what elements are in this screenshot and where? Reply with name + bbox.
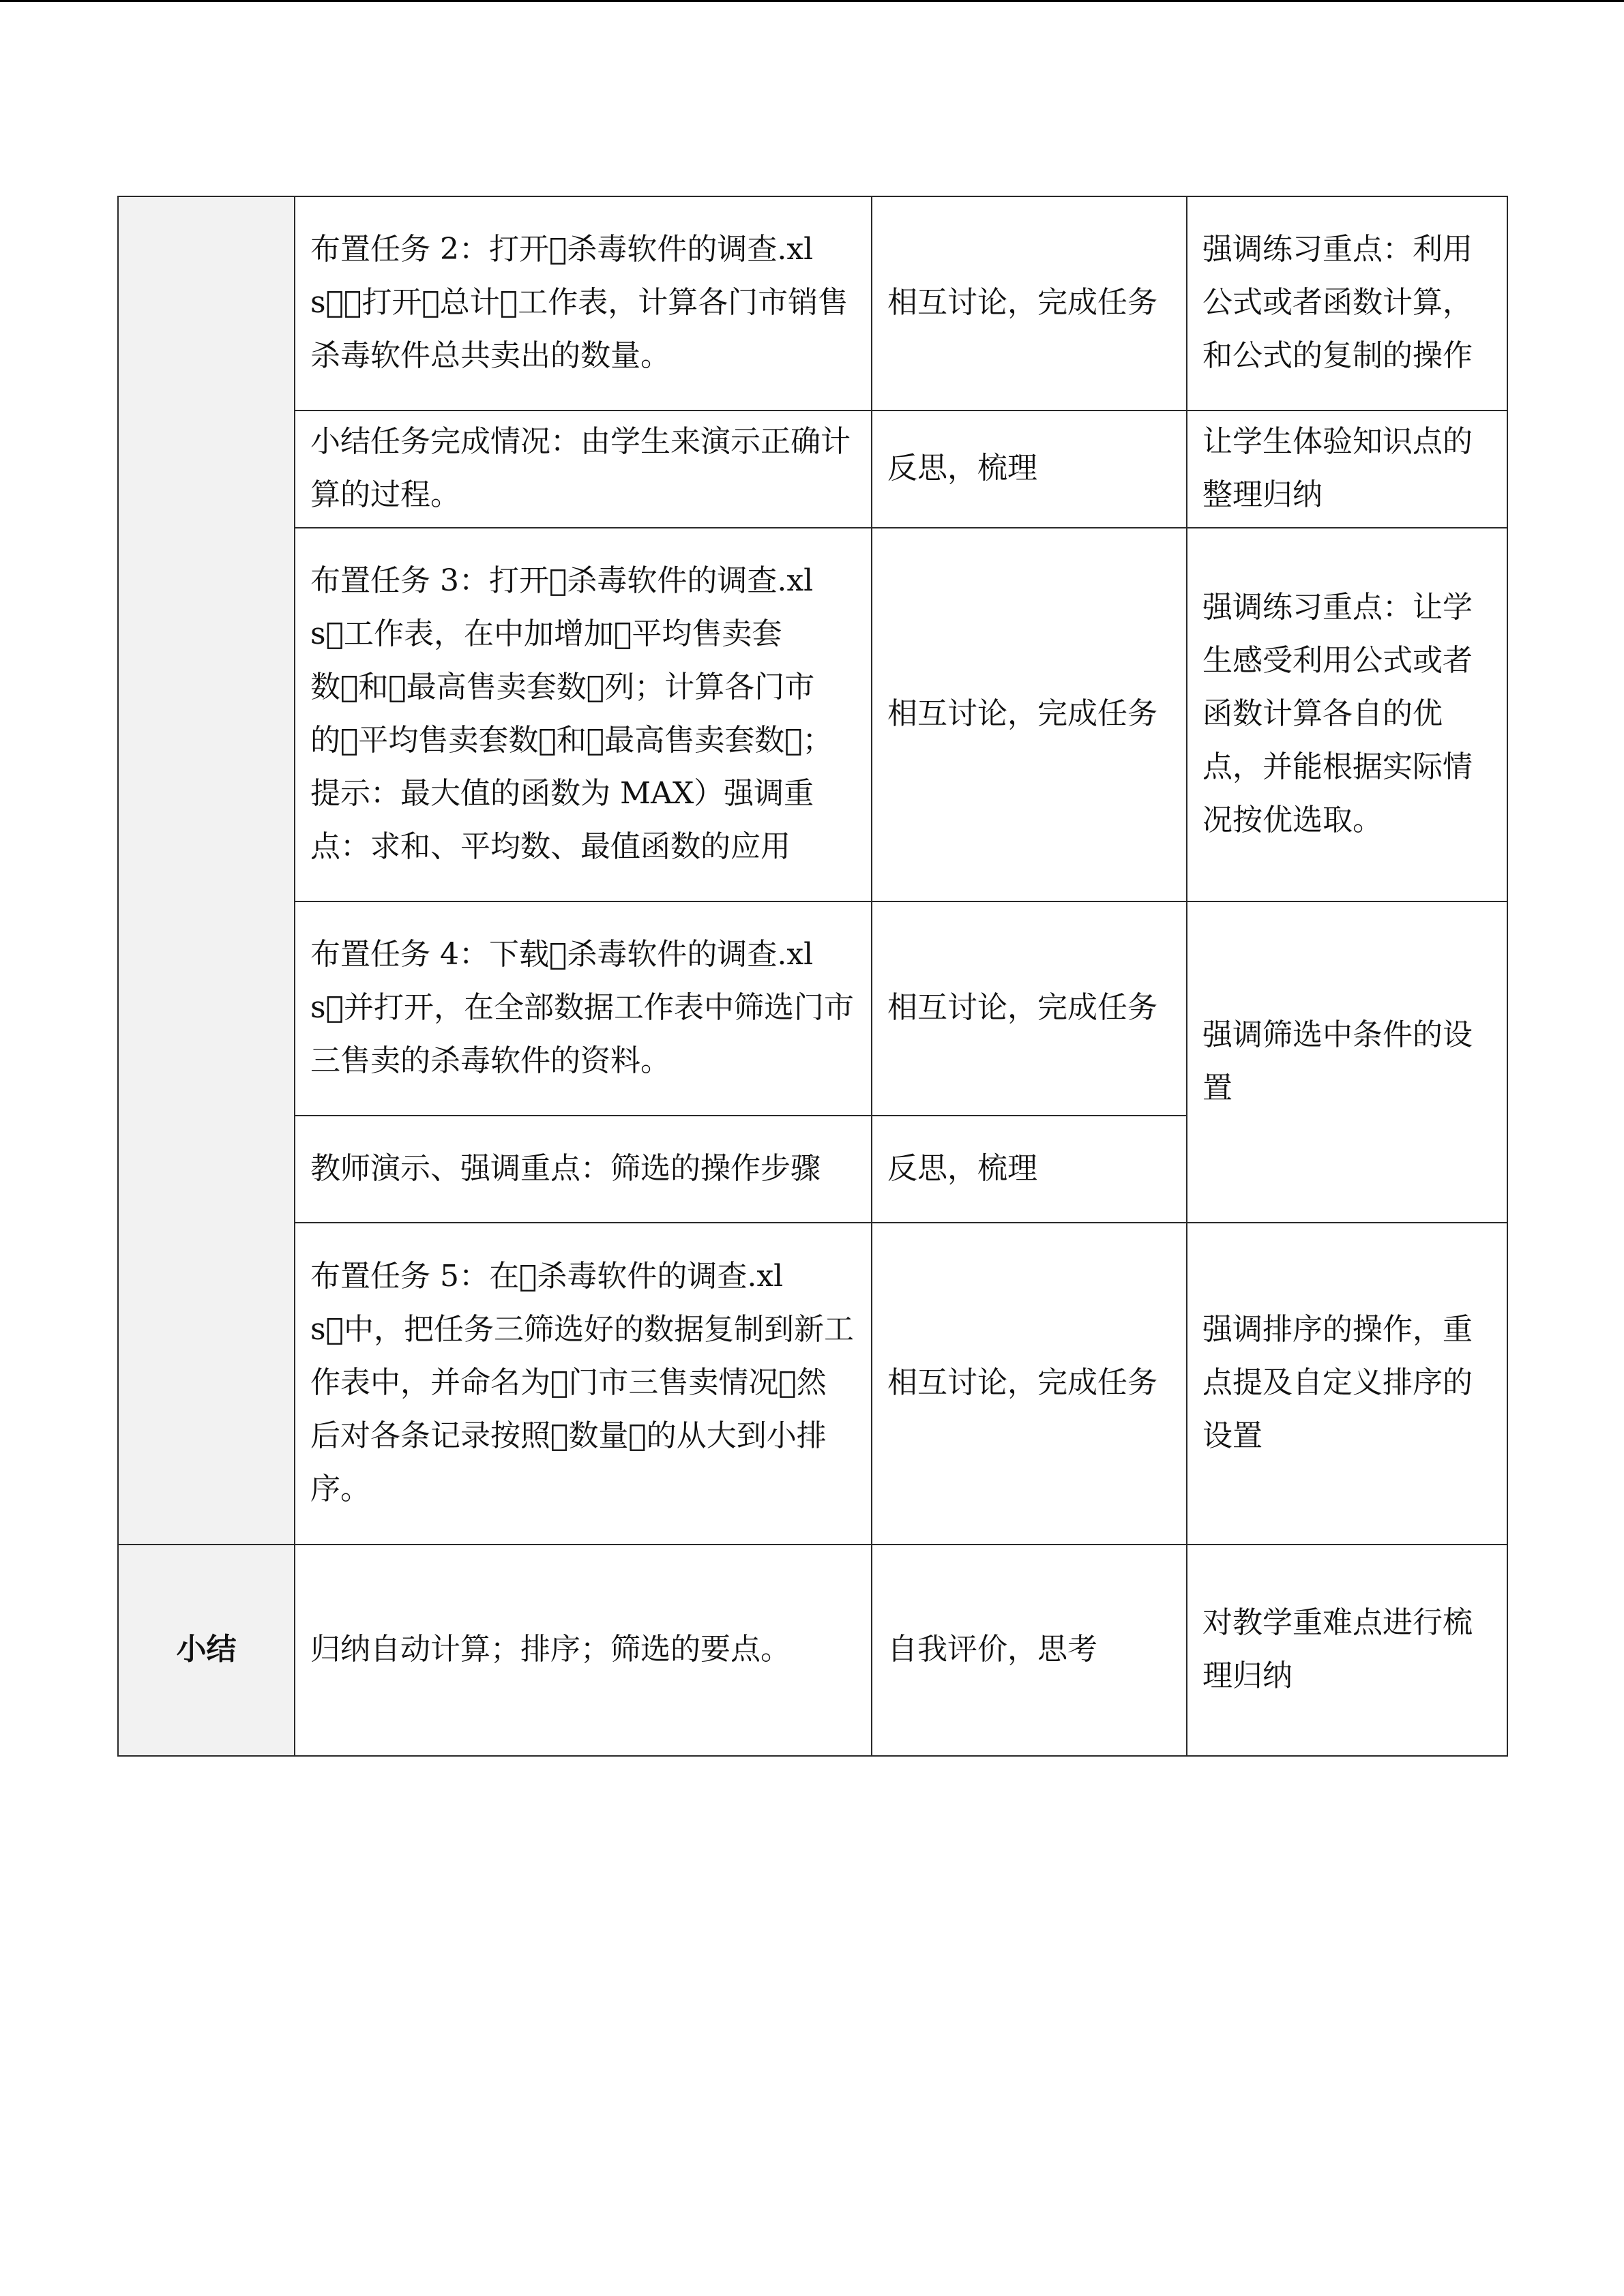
summary-student-activity-cell: 自我评价，思考 (872, 1545, 1187, 1756)
design-intent-cell: 让学生体验知识点的整理归纳 (1187, 411, 1507, 528)
stage-cell-empty (118, 196, 295, 1545)
stage-label-summary: 小结 (118, 1545, 295, 1756)
task-cell: 布置任务 5：在 杀毒软件的调查.xls 中，把任务三筛选好的数据复制到新工作表中，并命名为 门市三售卖情况 然后对各条记录按照 数量 的从大到小排序。 (295, 1223, 872, 1545)
task-cell: 布置任务 4：下载 杀毒软件的调查.xls 并打开，在全部数据工作表中筛选门市三售卖的杀毒软件的资料。 (295, 901, 872, 1116)
design-intent-cell: 强调练习重点：让学生感受利用公式或者函数计算各自的优点，并能根据实际情况按优选取。 (1187, 528, 1507, 901)
student-activity-cell: 相互讨论，完成任务 (872, 528, 1187, 901)
lesson-plan-table (117, 196, 1508, 1757)
design-intent-cell: 强调排序的操作，重点提及自定义排序的设置 (1187, 1223, 1507, 1545)
summary-row (118, 1545, 1507, 1756)
task-cell: 小结任务完成情况：由学生来演示正确计算的过程。 (295, 411, 872, 528)
student-activity-cell: 相互讨论，完成任务 (872, 901, 1187, 1116)
student-activity-cell: 相互讨论，完成任务 (872, 1223, 1187, 1545)
summary-design-intent-cell: 对教学重难点进行梳理归纳 (1187, 1545, 1507, 1756)
design-intent-cell: 强调筛选中条件的设置 (1187, 901, 1507, 1223)
task-cell: 教师演示、强调重点：筛选的操作步骤 (295, 1116, 872, 1223)
table-row (118, 1223, 1507, 1545)
table-row (118, 196, 1507, 411)
table-row (118, 528, 1507, 901)
summary-task-cell: 归纳自动计算；排序；筛选的要点。 (295, 1545, 872, 1756)
page-top-border (0, 0, 1624, 2)
task-cell: 布置任务 2：打开 杀毒软件的调查.xls ，打开 总计 工作表，计算各门市销售杀毒软件总共卖出的数量。 (295, 196, 872, 411)
table-row (118, 411, 1507, 528)
student-activity-cell: 相互讨论，完成任务 (872, 196, 1187, 411)
student-activity-cell: 反思，梳理 (872, 1116, 1187, 1223)
task-cell: 布置任务 3：打开 杀毒软件的调查.xls 工作表，在中加增加 平均售卖套数 和 最高售卖套数 列；计算各门市的 平均售卖套数 和 最高售卖套数 ；提示：最大值的函数为 MAX）强调重点：求和、平均数、最值函数的应用 (295, 528, 872, 901)
table-row (118, 901, 1507, 1116)
student-activity-cell: 反思，梳理 (872, 411, 1187, 528)
design-intent-cell: 强调练习重点：利用公式或者函数计算，和公式的复制的操作 (1187, 196, 1507, 411)
